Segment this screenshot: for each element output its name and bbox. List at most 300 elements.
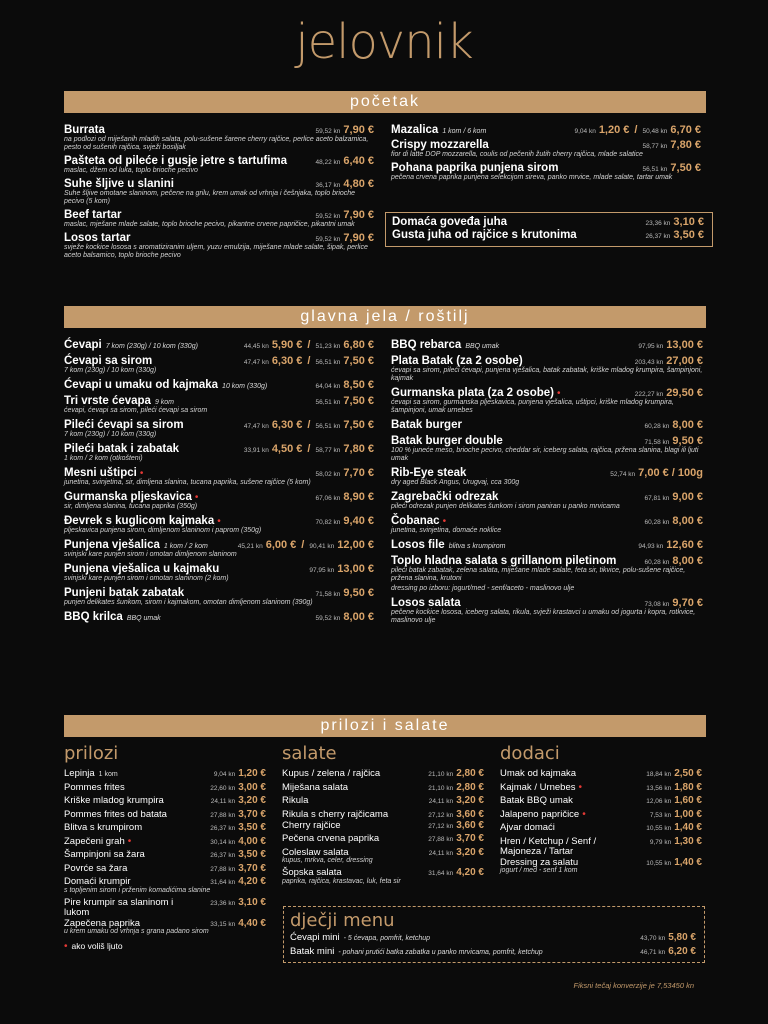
price-kn: 33,91 kn <box>243 447 269 454</box>
price-kn: 97,95 kn <box>309 567 335 574</box>
menu-item-name: BBQ rebarca <box>391 339 462 351</box>
price-separator: / <box>307 339 311 351</box>
price-kn: 12,06 kn <box>646 798 672 805</box>
menu-item-row <box>391 539 703 551</box>
side-item-row <box>64 782 266 796</box>
menu-item-description: na podlozi od miješanih mladih salata, polu-sušene šarene cherry rajčice, perlice aceto balzamica, pesto od sušenih rajčica, svježi bosiljak <box>64 136 369 151</box>
menu-item-name: Tri vrste ćevapa <box>64 395 151 407</box>
menu-item-name: Batak burger double <box>391 435 503 447</box>
side-item-name: Kriške mladog krumpira <box>64 795 164 806</box>
dodaci-column <box>500 743 702 877</box>
price-kn: 59,52 kn <box>315 615 341 622</box>
price-kn: 222,27 kn <box>634 391 664 398</box>
menu-item <box>64 419 374 439</box>
side-item-description: s topljenim sirom i prženim komadićima slanine <box>64 886 211 894</box>
side-item-name: Dressing za salatu <box>500 856 579 868</box>
price-kn: 24,11 kn <box>428 849 454 857</box>
menu-item-name: Ćevapi u umaku od kajmaka <box>64 379 219 391</box>
price-eur: 9,00 € <box>672 491 703 503</box>
price-kn: 60,28 kn <box>644 559 670 566</box>
price-eur: 4,00 € <box>238 835 266 847</box>
price <box>645 229 704 241</box>
menu-item <box>64 209 374 229</box>
price-kn: 26,37 kn <box>645 233 671 240</box>
menu-item-description: svinjski kare punjen sirom i omotan dimljenom slaninom <box>64 551 237 558</box>
price <box>428 782 484 793</box>
menu-item-row <box>64 124 374 136</box>
price-eur: 7,90 € <box>343 232 374 244</box>
price-eur: 1,30 € <box>674 835 702 847</box>
price-kn: 59,52 kn <box>315 236 341 243</box>
price-eur: 6,30 € <box>271 419 303 431</box>
kids-item <box>290 932 696 946</box>
soup-item <box>392 229 704 242</box>
price <box>429 795 484 806</box>
price-eur-2: 12,00 € <box>337 539 374 551</box>
price-kn: 52,74 kn <box>610 471 636 478</box>
price-kn: 18,84 kn <box>646 771 672 778</box>
hot-marker-icon: • <box>139 468 144 479</box>
side-item-name: Pečena crvena paprika <box>282 833 380 844</box>
side-item-name: Šopska salata <box>282 867 342 878</box>
menu-item-description: pljeskavica punjena sirom, dimljenom slaninom i paprom (350g) <box>64 527 262 534</box>
price <box>315 395 374 407</box>
kids-menu-heading: dječji menu <box>290 910 395 931</box>
price-kn: 47,47 kn <box>243 359 269 366</box>
price-eur: 3,50 € <box>673 229 704 241</box>
side-item-row <box>282 833 484 847</box>
price-kn: 67,81 kn <box>644 495 670 502</box>
price-eur: 2,80 € <box>456 768 484 779</box>
price <box>428 820 484 831</box>
price-kn-2: 51,23 kn <box>315 343 341 350</box>
price <box>644 515 703 527</box>
section-band-glavna: glavna jela / roštilj <box>64 306 706 328</box>
side-item <box>64 809 266 823</box>
price <box>211 795 266 806</box>
menu-item-row <box>64 232 374 244</box>
menu-item-name: Pileći ćevapi sa sirom <box>64 419 184 431</box>
price <box>315 178 374 190</box>
price-eur: 7,50 € <box>343 395 374 407</box>
soup-box <box>385 212 713 247</box>
menu-item-description: svježe kockice lososa s aromatiziranim uljem, yuzu emulzija, miješane mlade salate, šipak, perlice aceto balsamico, toplo brioche pecivo <box>64 244 368 259</box>
price <box>244 339 374 351</box>
price-kn-2: 50,48 kn <box>642 128 668 135</box>
menu-item-row <box>391 139 701 151</box>
menu-item-row <box>391 597 703 609</box>
price-eur: 7,90 € <box>343 124 374 136</box>
price-kn: 27,88 kn <box>210 865 236 873</box>
side-item-name: Zapečena paprika <box>64 917 141 929</box>
price-eur: 4,20 € <box>238 876 266 887</box>
price <box>428 833 484 844</box>
side-item-name: Šampinjoni sa žara <box>64 849 145 860</box>
price-kn-2: 90,41 kn <box>309 543 335 550</box>
price-eur: 27,00 € <box>666 355 703 367</box>
menu-item <box>391 162 701 182</box>
menu-item-portion: blitva s krumpirom <box>448 543 506 550</box>
menu-item-row <box>391 515 703 527</box>
side-item-name: Lepinja <box>64 768 95 779</box>
hot-marker-icon: • <box>194 492 199 503</box>
prilozi-column <box>64 743 266 952</box>
menu-item <box>64 443 374 463</box>
side-item <box>64 768 266 782</box>
menu-item <box>391 555 703 593</box>
price <box>635 387 703 399</box>
price-kn: 22,60 kn <box>210 784 236 792</box>
hot-marker-icon: • <box>582 808 586 820</box>
price-eur: 1,20 € <box>238 768 266 779</box>
side-item-name: Jalapeno papričice <box>500 808 580 820</box>
menu-item-name: Pohana paprika punjena sirom <box>391 162 559 174</box>
side-item <box>500 857 702 875</box>
price-eur: 7,00 € / 100g <box>638 467 703 479</box>
kids-item-name: Ćevapi mini <box>290 932 340 943</box>
price-eur: 3,20 € <box>238 795 266 806</box>
menu-item <box>391 355 703 383</box>
side-item-name: Rikula s cherry rajčicama <box>282 808 389 820</box>
soup-item-name: Domaća goveđa juha <box>392 216 508 228</box>
side-item <box>64 782 266 796</box>
pocetak-right-column <box>391 124 701 185</box>
price-kn-2: 56,51 kn <box>315 359 341 366</box>
menu-item-description: ćevapi, ćevapi sa sirom, pileći ćevapi sa sirom <box>64 407 208 414</box>
menu-item-row <box>391 339 703 351</box>
price-eur-2: 6,70 € <box>670 124 701 136</box>
price-eur-2: 7,50 € <box>343 355 374 367</box>
menu-item-row <box>64 419 374 431</box>
price-kn: 56,51 kn <box>642 166 668 173</box>
menu-item <box>64 178 374 206</box>
side-item-description: paprika, rajčica, krastavac, luk, feta sir <box>282 877 401 885</box>
price-eur-2: 7,80 € <box>343 443 374 455</box>
menu-item <box>64 467 374 487</box>
price <box>210 897 266 908</box>
side-item-row <box>282 795 484 809</box>
hot-legend: • ako voliš ljuto <box>64 941 123 952</box>
price-eur: 13,00 € <box>337 563 374 575</box>
menu-item <box>64 395 374 415</box>
menu-item-name: Pileći batak i zabatak <box>64 443 180 455</box>
price-eur: 6,40 € <box>343 155 374 167</box>
price <box>638 539 703 551</box>
price <box>644 597 703 609</box>
side-item <box>500 822 702 836</box>
price <box>646 857 702 868</box>
price-eur: 3,20 € <box>456 846 484 858</box>
side-item-row <box>500 782 702 796</box>
price <box>640 946 696 957</box>
price-kn: 23,36 kn <box>210 899 236 907</box>
price-kn: 9,79 kn <box>649 838 672 846</box>
price-eur: 2,50 € <box>674 768 702 779</box>
side-item <box>282 782 484 796</box>
price <box>646 768 702 779</box>
menu-item-row <box>64 611 374 623</box>
prilozi-heading: prilozi <box>64 743 119 764</box>
menu-item-name: Ćevapi sa sirom <box>64 355 153 367</box>
glavna-left-column <box>64 339 374 627</box>
price-kn: 59,52 kn <box>315 213 341 220</box>
price-kn: 10,55 kn <box>646 859 672 867</box>
menu-item-row <box>64 443 374 455</box>
menu-item <box>64 355 374 375</box>
price-eur: 7,90 € <box>343 209 374 221</box>
side-item-row <box>64 836 266 850</box>
menu-item-description: sir, dimljena slanina, tucana paprika (350g) <box>64 503 198 510</box>
menu-item-row <box>64 491 374 503</box>
menu-item-row <box>391 555 703 567</box>
price <box>315 587 374 599</box>
hot-marker-icon: • <box>556 388 561 399</box>
side-item-name: Batak BBQ umak <box>500 795 573 806</box>
menu-item <box>391 139 701 159</box>
price <box>210 822 266 833</box>
menu-item-description: pečena crvena paprika punjena selekcijom sireva, panko mrvice, mlade salate, tartar umak <box>391 174 673 181</box>
menu-item <box>64 515 374 535</box>
price-kn: 203,43 kn <box>634 359 664 366</box>
menu-item-description: junetina, svinjetina, sir, dimljena slanina, tucana paprika, sušene rajčice (5 kom) <box>64 479 311 486</box>
side-item <box>500 795 702 809</box>
price <box>210 918 266 929</box>
dodaci-heading: dodaci <box>500 743 560 764</box>
price <box>238 539 374 551</box>
menu-item-description: ćevapi sa sirom, gurmanska pljeskavica, punjena vješalica, uštipci, kriške mladog krumpira, šampinjoni, umak urnebes <box>391 399 674 414</box>
side-item <box>64 876 266 894</box>
menu-item <box>391 419 703 431</box>
price <box>244 419 374 431</box>
side-item <box>64 836 266 850</box>
menu-item-description: Suhe šljive omotane slaninom, pečene na grilu, krem umak od vrhnja i češnjaka, toplo brioche pecivo (5 kom) <box>64 190 356 205</box>
price-eur: 4,20 € <box>456 867 484 878</box>
side-item-name: Pommes frites od batata <box>64 808 167 820</box>
menu-item-description: maslac, mješane mlade salate, toplo brioche pecivo, pikantne crvene papričice, pikantni umak <box>64 221 355 228</box>
price-eur: 8,00 € <box>672 419 703 431</box>
menu-item-name: Mesni uštipci <box>64 467 137 479</box>
side-item-name: Rikula <box>282 795 309 806</box>
price-eur: 3,20 € <box>456 795 484 806</box>
hot-marker-icon: • <box>217 516 221 527</box>
side-item <box>64 897 266 918</box>
side-item-name: Umak od kajmaka <box>500 768 577 779</box>
price <box>574 124 701 136</box>
conversion-note: Fiksni tečaj konverzije je 7,53450 kn <box>573 981 694 990</box>
side-item <box>64 918 266 936</box>
menu-item-row <box>391 435 703 447</box>
price-kn: 64,04 kn <box>315 383 341 390</box>
side-item-row <box>282 782 484 796</box>
kids-item-description: - pohani prutići batka zabatka u panko mrvicama, pomfrit, ketchup <box>338 948 543 956</box>
price <box>645 216 704 228</box>
side-item-name: Miješana salata <box>282 781 349 793</box>
side-item-name: Zapečeni grah <box>64 835 125 847</box>
glavna-right-column <box>391 339 703 629</box>
menu-item <box>391 339 703 351</box>
price-eur: 2,80 € <box>456 781 484 793</box>
price-eur: 1,80 € <box>674 781 702 793</box>
side-item-row <box>64 897 266 918</box>
menu-item-description: fior di latte DOP mozzarella, coulis od pečenih žutih cherry rajčica, mlade salatice <box>391 151 643 158</box>
side-item-row <box>64 849 266 863</box>
price-eur: 3,70 € <box>456 833 484 844</box>
section-band-prilozi: prilozi i salate <box>64 715 706 737</box>
price-kn-2: 58,77 kn <box>315 447 341 454</box>
price-eur: 3,50 € <box>238 849 266 860</box>
price-kn: 46,71 kn <box>640 948 666 956</box>
menu-item-name: Pašteta od pileće i gusje jetre s tartufima <box>64 155 288 167</box>
side-item <box>282 795 484 809</box>
side-item-name: Ajvar domaći <box>500 822 555 833</box>
price-kn: 71,58 kn <box>644 439 670 446</box>
price-kn: 23,36 kn <box>645 220 671 227</box>
menu-item <box>391 387 703 415</box>
price-kn: 31,64 kn <box>428 870 454 877</box>
price-eur: 1,20 € <box>598 124 630 136</box>
menu-item <box>64 491 374 511</box>
soup-item-name: Gusta juha od rajčice s krutonima <box>392 229 577 241</box>
section-band-pocetak: početak <box>64 91 706 113</box>
price-eur: 29,50 € <box>666 387 703 399</box>
menu-item-row <box>64 467 374 479</box>
menu-item-row <box>64 355 374 367</box>
price-eur: 6,20 € <box>668 945 696 957</box>
side-item-name: Coleslaw salata <box>282 846 349 858</box>
side-item-description: u krem umaku od vrhnja s grana padano sirom <box>64 928 209 935</box>
price-eur: 9,40 € <box>343 515 374 527</box>
price-eur: 12,60 € <box>666 539 703 551</box>
price <box>642 162 701 174</box>
menu-item-portion: BBQ umak <box>126 615 161 622</box>
menu-item-name: Đevrek s kuglicom kajmaka <box>64 515 215 527</box>
price-eur-2: 7,50 € <box>343 419 374 431</box>
menu-item-description: 1 kom / 2 kom (otkošteni) <box>64 455 143 462</box>
menu-item-name: Punjena vješalica <box>64 539 160 551</box>
menu-item-name: Rib-Eye steak <box>391 467 467 479</box>
menu-item-portion: BBQ umak <box>465 343 500 350</box>
price-kn: 48,22 kn <box>315 159 341 166</box>
menu-item-name: Čobanac <box>391 515 440 527</box>
price-eur: 13,00 € <box>666 339 703 351</box>
side-item-name: Domaći krumpir <box>64 876 131 887</box>
price-kn: 97,95 kn <box>638 343 664 350</box>
hot-marker-icon: • <box>578 781 583 793</box>
side-item-description: kupus, mrkva, celer, dressing <box>282 857 373 864</box>
price-eur: 9,70 € <box>672 597 703 609</box>
menu-item <box>64 339 374 351</box>
side-item <box>64 849 266 863</box>
price-eur: 8,50 € <box>343 379 374 391</box>
side-item-name: Hren / Ketchup / Senf / Majoneza / Tartar <box>500 835 597 857</box>
menu-item <box>64 587 374 607</box>
price <box>644 555 703 567</box>
price-kn: 24,11 kn <box>210 798 236 805</box>
price-kn: 67,06 kn <box>315 495 341 502</box>
price <box>644 435 703 447</box>
price-kn: 36,17 kn <box>315 182 341 189</box>
side-item <box>282 809 484 820</box>
price-eur: 8,90 € <box>343 491 374 503</box>
side-item <box>500 782 702 796</box>
side-item <box>64 863 266 877</box>
price-separator: / <box>307 443 311 455</box>
price-eur: 3,60 € <box>456 819 484 831</box>
side-item-row <box>500 822 702 836</box>
price-separator: / <box>307 419 311 431</box>
price <box>644 419 703 431</box>
menu-title: jelovnik <box>295 14 473 70</box>
price-kn: 33,15 kn <box>210 920 236 928</box>
menu-item-description: ćevapi sa sirom, pileći ćevapi, punjena vješalica, batak zabatak, kriške mladog krumpira, šampinjoni, kajmak <box>391 367 703 382</box>
price-kn: 60,28 kn <box>644 423 670 430</box>
price <box>315 232 374 244</box>
menu-item-name: Punjeni batak zabatak <box>64 587 185 599</box>
hot-marker-icon: • <box>127 835 132 847</box>
price-kn: 21,10 kn <box>428 771 454 778</box>
menu-item <box>391 515 703 535</box>
menu-item-description: 7 kom (230g) / 10 kom (330g) <box>64 431 157 438</box>
menu-item-row <box>391 124 701 136</box>
side-item-portion: 1 kom <box>98 771 118 778</box>
menu-item-row <box>391 162 701 174</box>
kids-item-name: Batak mini <box>290 945 335 957</box>
side-item-row <box>282 820 484 834</box>
menu-item-row <box>391 467 703 479</box>
price <box>315 379 374 391</box>
menu-item-portion: 7 kom (230g) / 10 kom (330g) <box>105 343 198 350</box>
price <box>210 876 266 887</box>
price-kn: 30,14 kn <box>210 838 236 846</box>
menu-item-description: pileći batak zabatak, zelena salata, miješane mlade salate, feta sir, tikvice, polu-sušene rajčice, pržena slanina, krutoni dressing po izboru: jogurt/med - senf/aceto - maslinovo ulje <box>391 567 686 592</box>
price <box>315 515 374 527</box>
menu-item-row <box>64 395 374 407</box>
menu-item-row <box>391 387 703 399</box>
price <box>315 209 374 221</box>
price-kn: 45,21 kn <box>237 543 263 550</box>
menu-item-name: BBQ krilca <box>64 611 123 623</box>
menu-item-row <box>64 155 374 167</box>
price-kn: 44,45 kn <box>243 343 269 350</box>
salate-column <box>282 743 484 888</box>
kids-menu-box <box>283 906 705 963</box>
side-item-description: jogurt / med - senf 1 kom <box>500 867 578 874</box>
menu-item-name: Plata Batak (za 2 osobe) <box>391 355 523 367</box>
menu-item-name: Punjena vješalica u kajmaku <box>64 563 220 575</box>
menu-item-name: Ćevapi <box>64 339 102 351</box>
menu-item-description: maslac, džem od luka, toplo brioche pecivo <box>64 167 198 174</box>
price-kn: 26,37 kn <box>210 852 236 859</box>
price-kn: 43,70 kn <box>640 935 666 942</box>
price-kn: 31,64 kn <box>210 879 236 886</box>
price-kn: 27,88 kn <box>428 836 454 843</box>
side-item <box>64 822 266 836</box>
price-kn: 26,37 kn <box>210 825 236 832</box>
price-eur: 8,00 € <box>672 515 703 527</box>
menu-item-row <box>64 379 374 391</box>
price-eur: 5,80 € <box>668 932 696 943</box>
price-eur: 8,00 € <box>343 611 374 623</box>
side-item-row <box>500 768 702 782</box>
menu-item-name: Crispy mozzarella <box>391 139 489 151</box>
price-kn: 7,53 kn <box>649 811 672 819</box>
menu-item <box>391 435 703 463</box>
menu-item-name: Losos tartar <box>64 232 131 244</box>
price <box>244 443 374 455</box>
side-item <box>500 809 702 823</box>
price <box>428 809 484 820</box>
price <box>644 491 703 503</box>
